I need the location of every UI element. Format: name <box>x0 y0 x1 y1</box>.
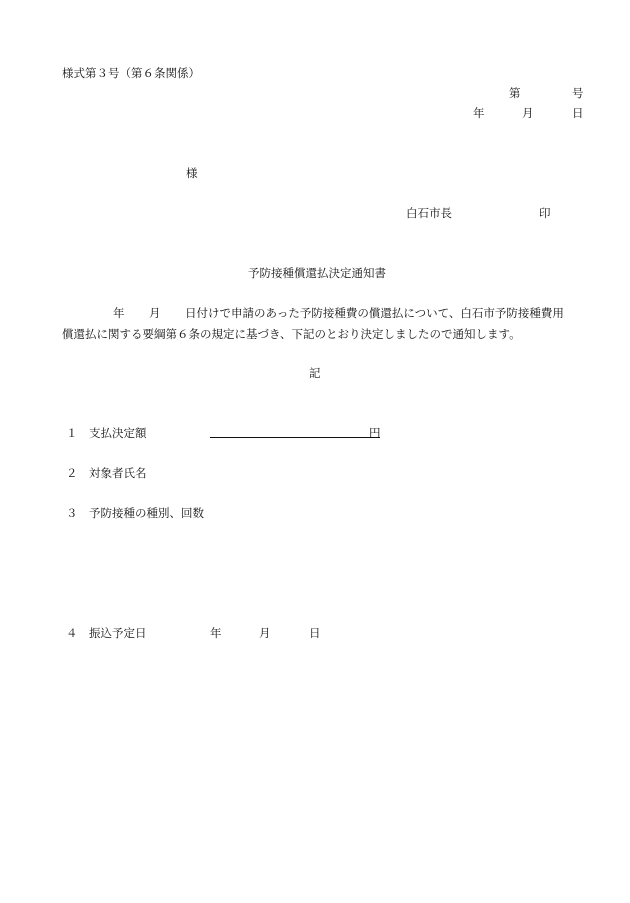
item-4-month: 月 <box>259 626 271 640</box>
item-1-label: 支払決定額 <box>89 426 147 440</box>
ki-marker: 記 <box>309 366 321 380</box>
recipient-honorific: 様 <box>186 166 198 180</box>
item-2-number: ２ <box>66 466 78 480</box>
item-4-label: 振込予定日 <box>89 626 147 640</box>
document-title: 予防接種償還払決定通知書 <box>248 266 386 280</box>
body-line1: 日付けで申請のあった予防接種費の償還払について、白石市予防接種費用 <box>185 306 564 320</box>
date-year: 年 <box>473 106 485 120</box>
item-4-number: ４ <box>66 626 78 640</box>
form-label: 様式第３号（第６条関係） <box>62 66 200 80</box>
date-day: 日 <box>572 106 584 120</box>
body-year: 年 <box>113 306 125 320</box>
number-suffix: 号 <box>572 86 584 100</box>
number-prefix: 第 <box>509 86 521 100</box>
amount-underline <box>210 437 380 438</box>
item-1-number: １ <box>66 426 78 440</box>
date-month: 月 <box>522 106 534 120</box>
item-1-unit: 円 <box>369 426 381 440</box>
item-3-label: 予防接種の種別、回数 <box>89 506 204 520</box>
body-month: 月 <box>149 306 161 320</box>
issuer-name: 白石市長 <box>406 206 452 220</box>
body-line2: 償還払に関する要綱第６条の規定に基づき、下記のとおり決定しましたので通知します。 <box>62 327 521 341</box>
item-4-year: 年 <box>210 626 222 640</box>
item-2-label: 対象者氏名 <box>89 466 147 480</box>
item-4-day: 日 <box>309 626 321 640</box>
issuer-seal: 印 <box>539 206 551 220</box>
item-3-number: ３ <box>66 506 78 520</box>
